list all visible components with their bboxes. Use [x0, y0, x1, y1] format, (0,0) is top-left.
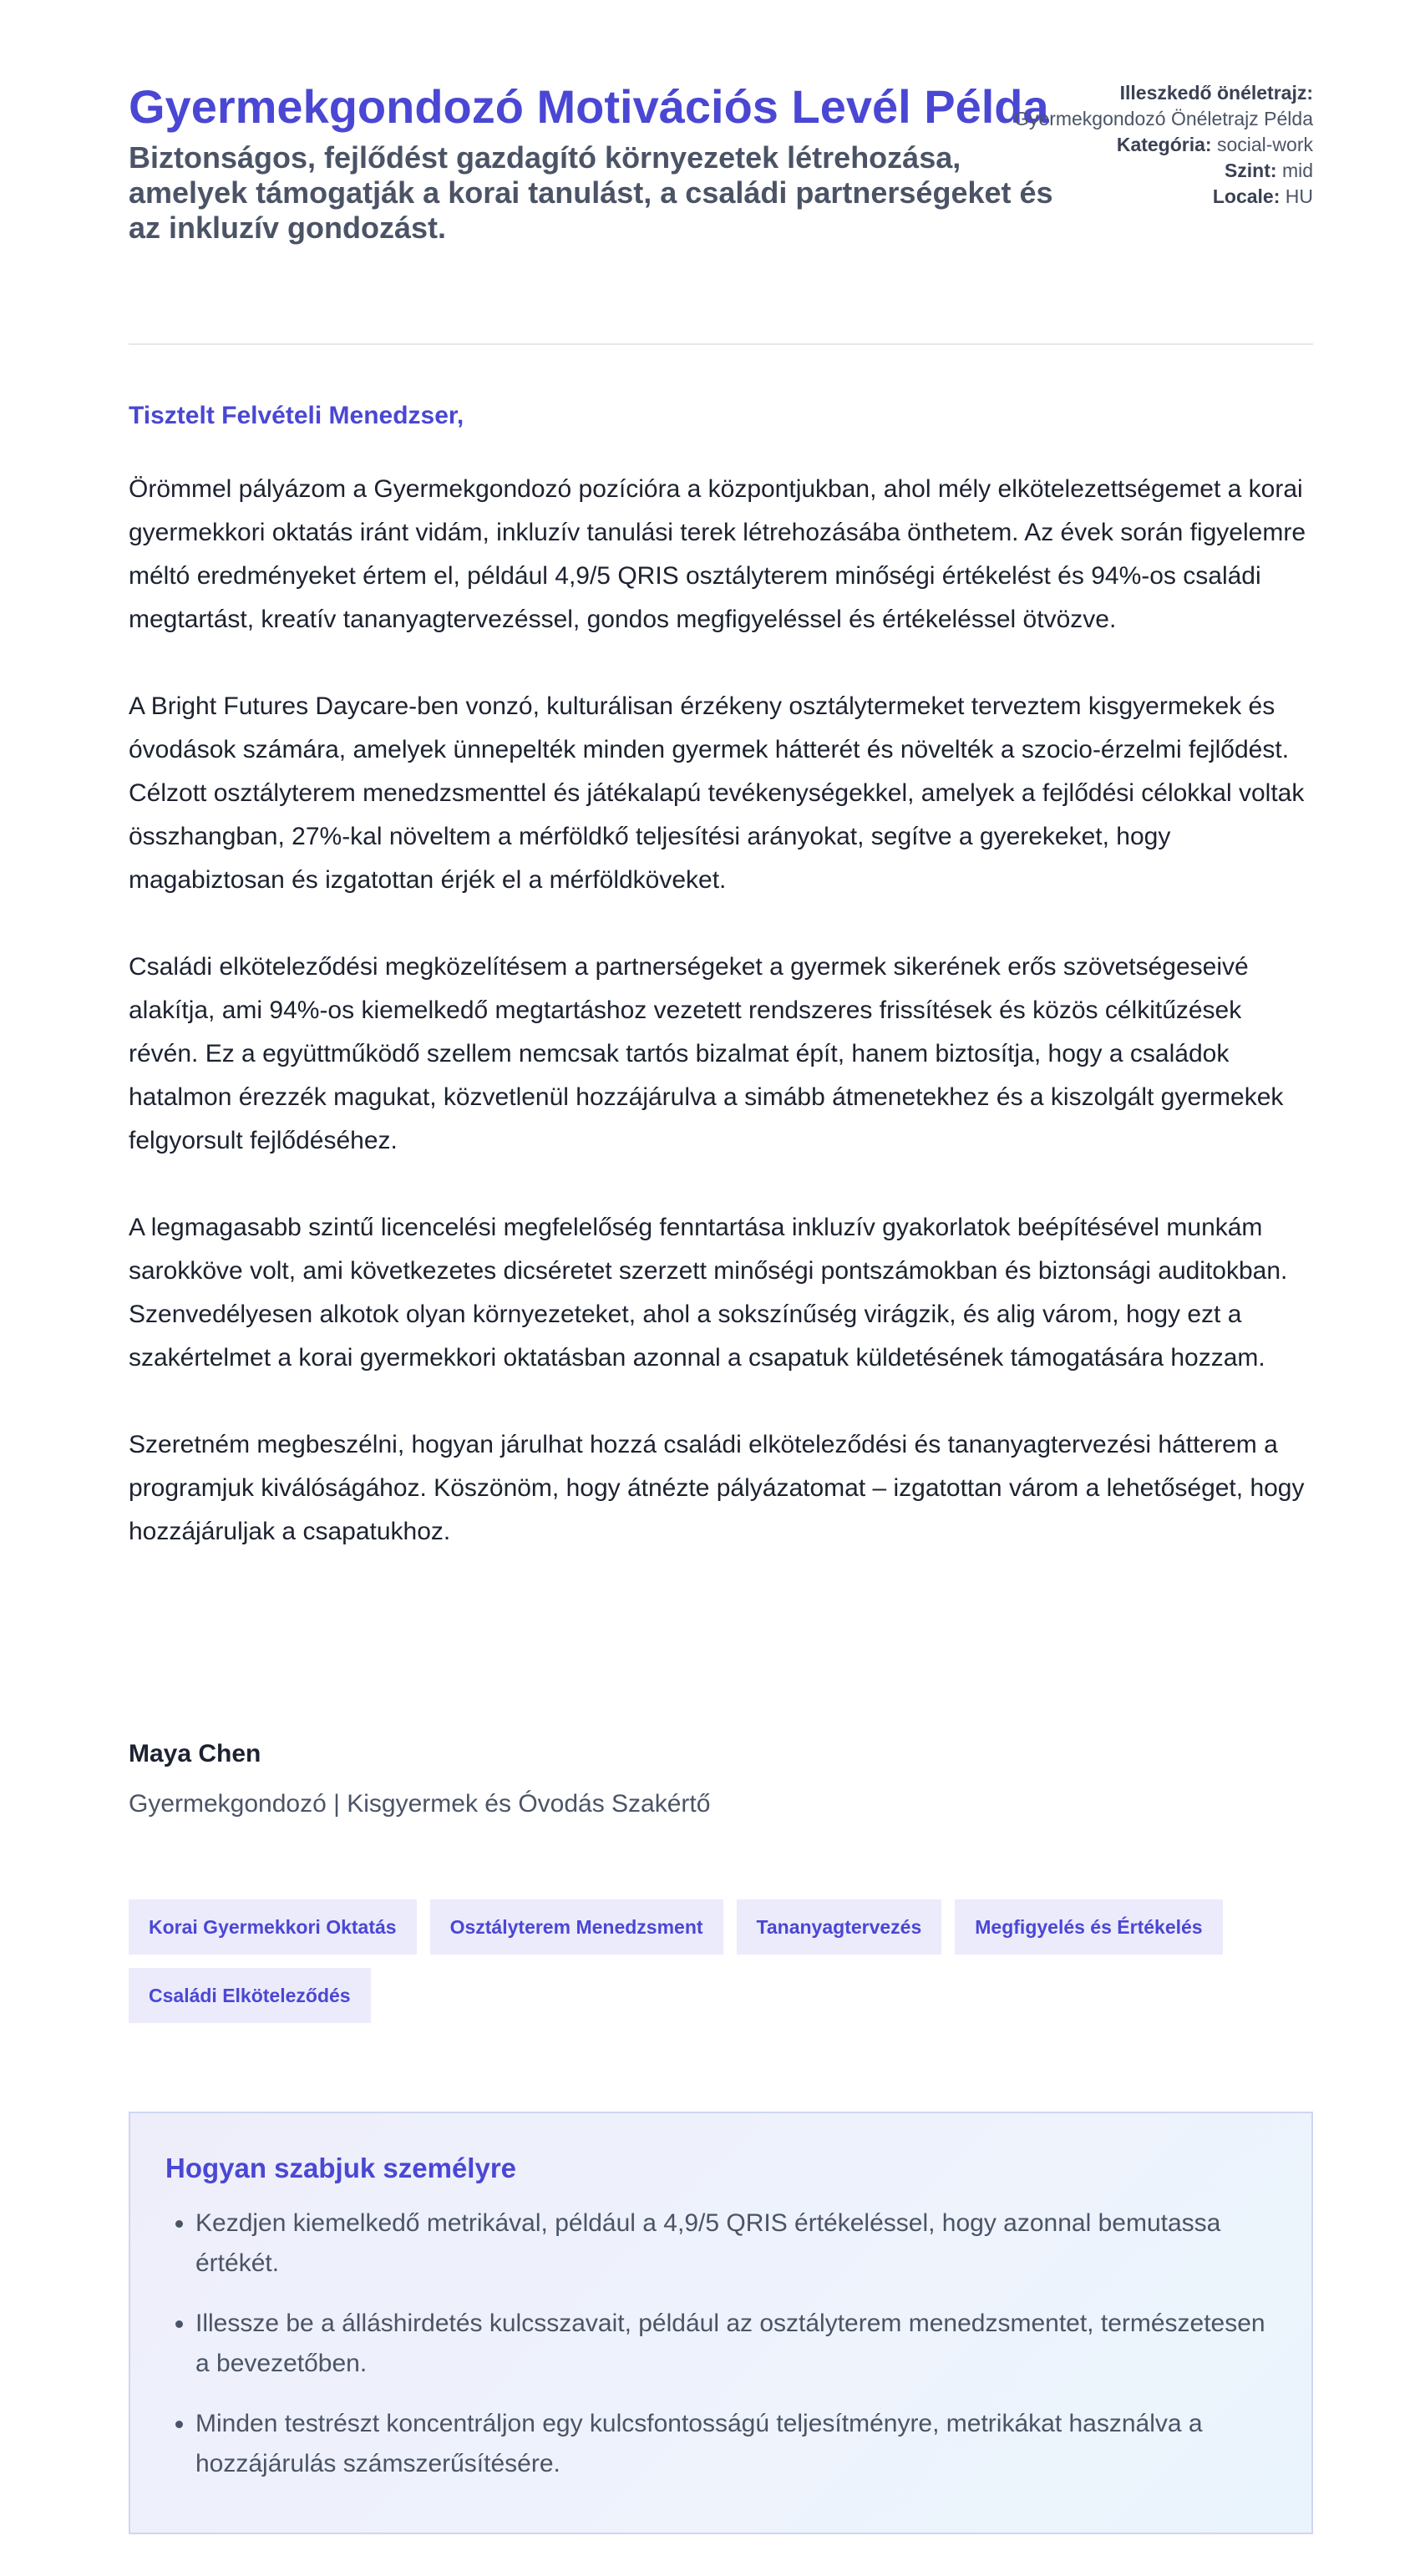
- signature-name: Maya Chen: [129, 1740, 261, 1767]
- signature: [129, 1737, 1313, 1821]
- meta-category-label: Kategória:: [1116, 134, 1212, 155]
- page-title: Gyermekgondozó Motivációs Levél Példa: [129, 80, 1049, 133]
- signature-title: Gyermekgondozó | Kisgyermek és Óvodás Szakértő: [129, 1790, 711, 1818]
- meta-category: [1012, 132, 1313, 158]
- skill-tags: [129, 1899, 1331, 2023]
- tips-item: • Illessze be a álláshirdetés kulcsszavait, például az osztályterem menedzsmentet, természetesen a bevezetőben.: [195, 2304, 1276, 2384]
- letter-paragraph: A legmagasabb szintű licencelési megfelelőség fenntartása inkluzív gyakorlatok beépítésével munkám sarokköve volt, ami következetes dicséretet szerzett minőségi pontszámokban és biztonsági auditokban. Szenvedélyesen alkotok olyan környezeteket, ahol a sokszínűség virágzik, és alig várom, hogy ezt a szakértelmet a korai gyermekkori oktatásban azonnal a csapatuk küldetésének támogatására hozzam.: [129, 1214, 1288, 1372]
- skill-tag[interactable]: Osztályterem Menedzsment: [430, 1899, 723, 1955]
- meta-resume-label: Illeszkedő önéletrajz:: [1119, 82, 1313, 104]
- letter-paragraph: Családi elköteleződési megközelítésem a partnerségeket a gyermek sikerének erős szövetségeseivé alakítja, ami 94%-os kiemelkedő megtartáshoz vezetett rendszeres frissítések és közös célkitűzések révén. Ez a együttműködő szellem nemcsak tartós bizalmat épít, hanem biztosítja, hogy a családok hatalmon érezzék magukat, közvetlenül hozzájárulva a simább átmenetekhez és a kiszolgált gyermekek felgyorsult fejlődéséhez.: [129, 953, 1284, 1154]
- letter-body: [129, 399, 1313, 1597]
- meta-panel: [1012, 80, 1313, 210]
- tips-item: • Kezdjen kiemelkedő metrikával, például a 4,9/5 QRIS értékeléssel, hogy azonnal bemutassa értékét.: [195, 2203, 1276, 2284]
- meta-resume: [1012, 80, 1313, 132]
- header-divider: [129, 343, 1313, 345]
- meta-level-label: Szint:: [1224, 160, 1277, 181]
- salutation: Tisztelt Felvételi Menedzser,: [129, 402, 464, 429]
- skill-tag[interactable]: Családi Elköteleződés: [129, 1968, 371, 2023]
- meta-level-value: mid: [1281, 160, 1313, 181]
- meta-locale: [1012, 184, 1313, 210]
- tips-list: [165, 2203, 1276, 2484]
- skill-tag[interactable]: Tananyagtervezés: [737, 1899, 942, 1955]
- skill-tag[interactable]: Megfigyelés és Értékelés: [955, 1899, 1222, 1955]
- page-subtitle: Biztonságos, fejlődést gazdagító környezetek létrehozása, amelyek támogatják a korai tanulást, a családi partnerségeket és az inkluzív gondozást.: [129, 140, 1053, 245]
- letter-paragraph: Örömmel pályázom a Gyermekgondozó pozícióra a központjukban, ahol mély elkötelezettségemet a korai gyermekkori oktatás iránt vidám, inkluzív tanulási terek létrehozásába önthetem. Az évek során figyelemre méltó eredményeket értem el, például 4,9/5 QRIS osztályterem minőségi értékelést és 94%-os családi megtartást, kreatív tananyagtervezéssel, gondos megfigyeléssel és értékeléssel ötvözve.: [129, 475, 1306, 633]
- tips-item: • Minden testrészt koncentráljon egy kulcsfontosságú teljesítményre, metrikákat használva a hozzájárulás számszerűsítésére.: [195, 2404, 1276, 2484]
- letter-paragraph: A Bright Futures Daycare-ben vonzó, kulturálisan érzékeny osztálytermeket terveztem kisgyermekek és óvodások számára, amelyek ünnepelték minden gyermek hátterét és növelték a szocio-érzelmi fejlődést. Célzott osztályterem menedzsmenttel és játékalapú tevékenységekkel, amelyek a fejlődési célokkal voltak összhangban, 27%-kal növeltem a mérföldkő teljesítési arányokat, segítve a gyerekeket, hogy magabiztosan és izgatottan érjék el a mérföldköveket.: [129, 692, 1305, 894]
- tips-title: Hogyan szabjuk személyre: [165, 2153, 517, 2183]
- tips-box: [129, 2112, 1313, 2534]
- meta-resume-value[interactable]: Gyermekgondozó Önéletrajz Példa: [1014, 108, 1313, 129]
- meta-locale-value: HU: [1285, 185, 1313, 207]
- skill-tag[interactable]: Korai Gyermekkori Oktatás: [129, 1899, 417, 1955]
- meta-category-value: social-work: [1216, 134, 1313, 155]
- meta-locale-label: Locale:: [1212, 185, 1281, 207]
- title-block: [129, 80, 1064, 246]
- letter-paragraph: Szeretném megbeszélni, hogyan járulhat hozzá családi elköteleződési és tananyagtervezési hátterem a programjuk kiválóságához. Köszönöm, hogy átnézte pályázatomat – izgatottan várom a lehetőséget, hogy hozzájáruljak a csapatukhoz.: [129, 1431, 1305, 1545]
- meta-level: [1012, 158, 1313, 184]
